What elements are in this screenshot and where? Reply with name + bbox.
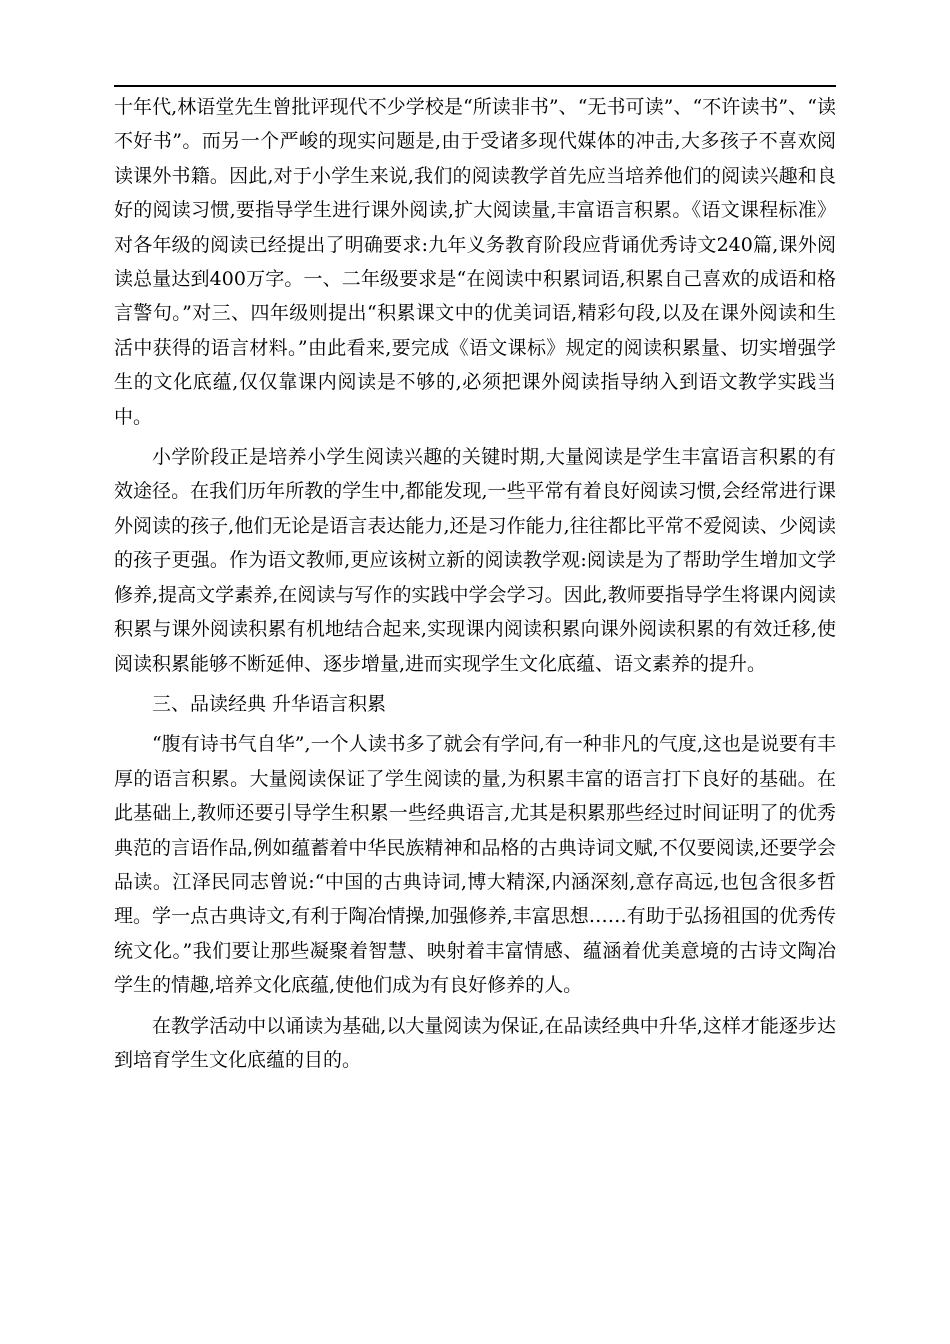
section-heading: 三、品读经典 升华语言积累: [152, 692, 387, 715]
paragraph-classics: “腹有诗书气自华”,一个人读书多了就会有学问,有一种非凡的气度,这也是说要有丰厚的语言积累。大量阅读保证了学生阅读的量,为积累丰富的语言打下良好的基础。在此基础上,教师还要引导学生积累一些经典语言,尤其是积累那些经过时间证明了的优秀典范的言语作品,例如蕴蓄着中华民族精神和品格的古典诗词文赋,不仅要阅读,还要学会品读。江泽民同志曾说:“中国的古典诗词,博大精深,内涵深刻,意存高远,也包含很多哲理。学一点古典诗文,有利于陶冶情操,加强修养,丰富思想……有助于弘扬祖国的优秀传统文化。”我们要让那些凝聚着智慧、映射着丰富情感、蕴涵着优美意境的古诗文陶冶学生的情趣,培养文化底蕴,使他们成为有良好修养的人。: [114, 733, 836, 997]
header-rule: [114, 85, 836, 87]
paragraph-continuation: 十年代,林语堂先生曾批评现代不少学校是“所读非书”、“无书可读”、“不许读书”、“读不好书”。而另一个严峻的现实问题是,由于受诸多现代媒体的冲击,大多孩子不喜欢阅读课外书籍。因此,对于小学生来说,我们的阅读教学首先应当培养他们的阅读兴趣和良好的阅读习惯,要指导学生进行课外阅读,扩大阅读量,丰富语言积累。《语文课程标准》对各年级的阅读已经提出了明确要求:九年义务教育阶段应背诵优秀诗文240篇,课外阅读总量达到400万字。一、二年级要求是“在阅读中积累词语,积累自己喜欢的成语和格言警句。”对三、四年级则提出“积累课文中的优美词语,精彩句段,以及在课外阅读和生活中获得的语言材料。”由此看来,要完成《语文课标》规定的阅读积累量、切实增强学生的文化底蕴,仅仅靠课内阅读是不够的,必须把课外阅读指导纳入到语文教学实践当中。: [114, 96, 836, 428]
paragraph-reading-interest: 小学阶段正是培养小学生阅读兴趣的关键时期,大量阅读是学生丰富语言积累的有效途径。在我们历年所教的学生中,都能发现,一些平常有着良好阅读习惯,会经常进行课外阅读的孩子,他们无论是语言表达能力,还是习作能力,往往都比平常不爱阅读、少阅读的孩子更强。作为语文教师,更应该树立新的阅读教学观:阅读是为了帮助学生增加文学修养,提高文学素养,在阅读与写作的实践中学会学习。因此,教师要指导学生将课内阅读积累与课外阅读积累有机地结合起来,实现课内阅读积累向课外阅读积累的有效迁移,使阅读积累能够不断延伸、逐步增量,进而实现学生文化底蕴、语文素养的提升。: [114, 446, 836, 675]
document-body: [114, 90, 836, 1077]
paragraph-conclusion: 在教学活动中以诵读为基础,以大量阅读为保证,在品读经典中升华,这样才能逐步达到培育学生文化底蕴的目的。: [114, 1014, 836, 1071]
